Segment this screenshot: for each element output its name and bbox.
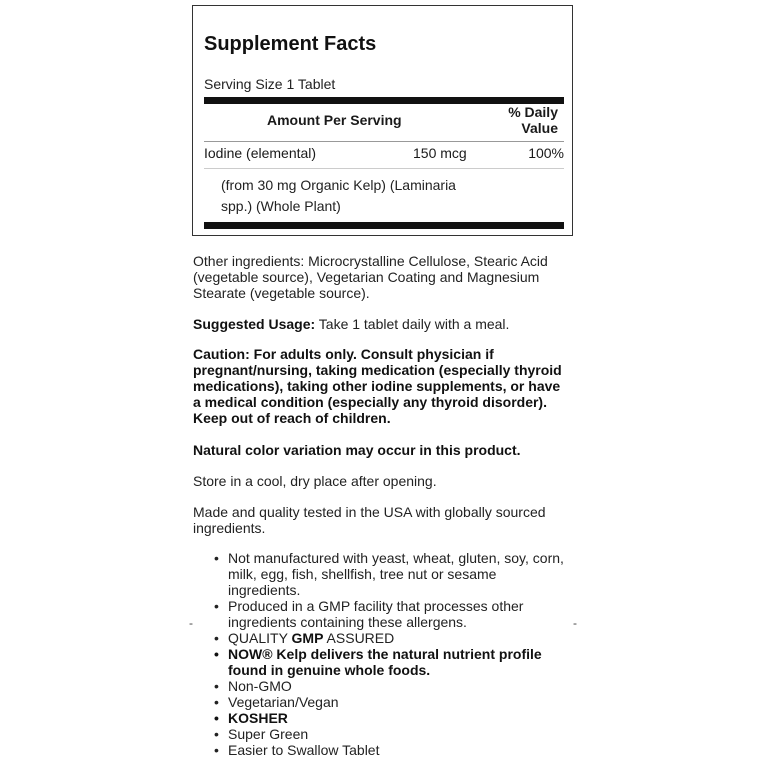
list-item: • Super Green [212,726,568,742]
list-item: • Not manufactured with yeast, wheat, gluten, soy, corn, milk, egg, fish, shellfish, tree nut or sesame ingredients. [212,550,568,598]
feature-list [212,550,568,758]
nutrient-daily-value: 100% [528,145,564,161]
serving-size: Serving Size 1 Tablet [204,76,336,92]
row-rule [204,168,564,169]
list-item: • Vegetarian/Vegan [212,694,568,710]
list-item: • KOSHER [212,710,568,726]
thick-divider-top [204,97,564,104]
supplement-facts-panel [192,5,573,236]
color-variation-note: Natural color variation may occur in this product. [193,442,521,458]
thick-divider-bottom [204,222,564,229]
suggested-usage-text: Take 1 tablet daily with a meal. [315,316,510,332]
suggested-usage [193,316,568,332]
facts-title: Supplement Facts [204,33,377,55]
dash-mark-right: - [573,616,577,630]
list-item: • NOW® Kelp delivers the natural nutrient profile found in genuine whole foods. [212,646,568,678]
nutrient-amount: 150 mcg [413,145,467,161]
amount-per-serving-header: Amount Per Serving [267,112,402,128]
header-rule [204,141,564,142]
list-item: • Produced in a GMP facility that processes other ingredients containing these allergens. [212,598,568,630]
nutrient-source: (from 30 mg Organic Kelp) (Laminaria spp.) (Whole Plant) [221,177,456,214]
list-item-text: ASSURED [323,630,395,646]
daily-value-header [508,104,558,136]
other-ingredients: Other ingredients: Microcrystalline Cellulose, Stearic Acid (vegetable source), Vegetarian Coating and Magnesium Stearate (vegetable source). [193,253,548,301]
list-item-text: QUALITY [228,630,292,646]
list-item [212,630,568,646]
list-item: • Non-GMO [212,678,568,694]
list-item: • Easier to Swallow Tablet [212,742,568,758]
nutrient-name: Iodine (elemental) [204,145,317,161]
storage-note: Store in a cool, dry place after opening. [193,473,437,489]
daily-value-header-line2: Value [521,120,558,136]
made-in-note: Made and quality tested in the USA with globally sourced ingredients. [193,504,546,536]
daily-value-header-line1: % Daily [508,104,558,120]
caution-text: Caution: For adults only. Consult physician if pregnant/nursing, taking medication (especially thyroid medications), taking other iodine supplements, or have a medical condition (especially any thyroid disorder). Keep out of reach of children. [193,346,562,426]
dash-mark-left: - [189,616,193,630]
list-item-bold: GMP [291,630,324,646]
suggested-usage-label: Suggested Usage: [193,316,316,332]
